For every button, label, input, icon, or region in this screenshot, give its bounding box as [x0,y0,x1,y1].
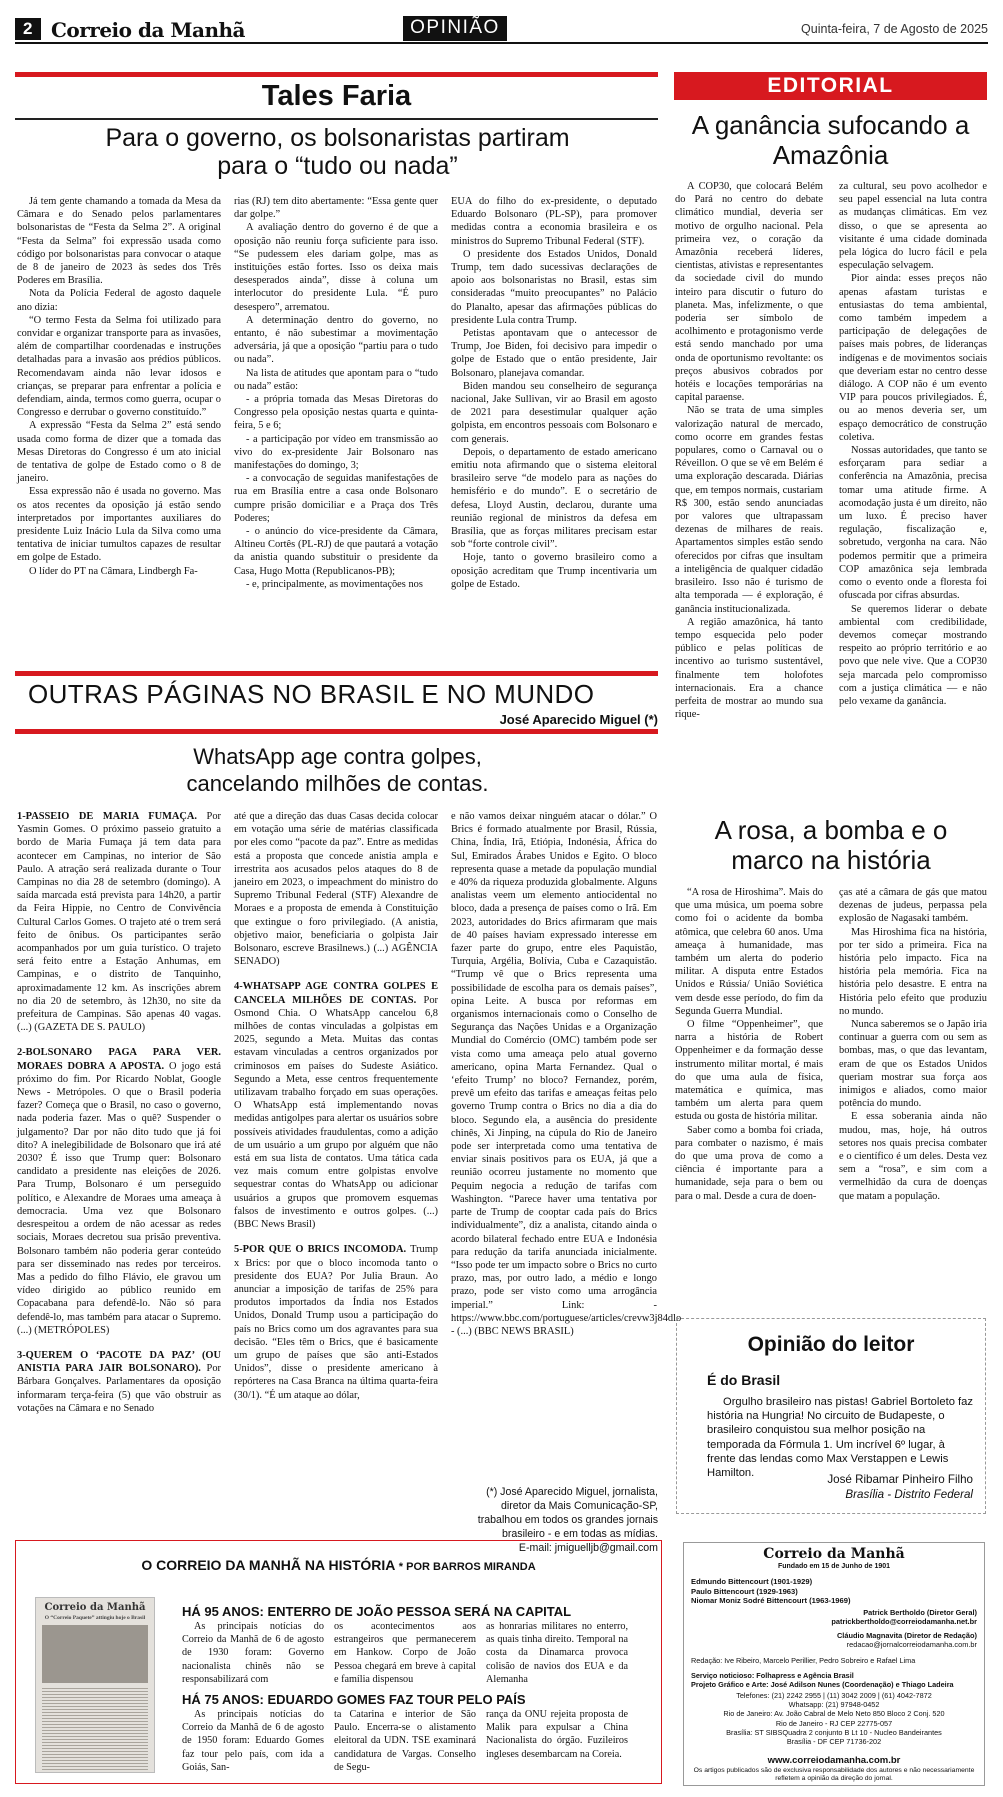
paragraph: O líder do PT na Câmara, Lindbergh Fa- [29,565,198,577]
news-item-text: Por Bárbara Gonçalves. Parlamentares da oposição informaram terça-feira (5) que vão obstruir as votações na Câmara e no Senado [17,1363,221,1414]
rosa-col-2 [839,886,987,1203]
expediente-redacao: Redação: Ive Ribeiro, Marcelo Perillier, Pedro Sobreiro e Rafael Lima [691,1656,916,1665]
leitor-place: Brasília - Distrito Federal [845,1488,973,1501]
historia-h2-col-3 [486,1708,628,1761]
leitor-title: Opinião do leitor [747,1333,915,1356]
paragraph: Mas Hiroshima fica na história, por ter sido a primeira. Fica na história pelo impacto. Fica na história pela memória. Fica na história pelo desastre. E entra na História pelo efeito que produziu no mundo. [839,926,987,1017]
editorial-col-1 [675,180,823,721]
founder-line: Edmundo Bittencourt (1901-1929) [691,1577,813,1586]
editorial-col-2 [839,180,987,708]
news-item-text: até que a direção das duas Casas decida colocar em votação uma série de matérias classificada por eles como “pacote da paz”. Entre as medidas está a proposta que concede anistia ampla e irrestrita aos acusados pelos ataques do 8 de janeiro em 2023, o impeachment do ministro do Supremo Tribunal Federal (STF) Alexandre de Moraes e a proposta de emenda à Constituição que extingue o foro privilegiado. (A anistia, objetivo maior, beneficiaria o golpista Jair Bolsonaro, escreve Brasilnews.) (...) AGÊNCIA SENADO) [234,811,438,968]
expediente-services [691,1671,954,1689]
outras-bottom-rule [15,729,658,734]
address-line: Brasília - DF CEP 71736-202 [786,1737,882,1747]
editorial-headline: A ganância sufocando a Amazônia [691,110,970,170]
historia-h2-col-2 [334,1708,476,1774]
paragraph: E essa soberania ainda não mudou, mas, hoje, há outros setores nos quais precisa combater e o científico é um deles. Desta vez sem a “rosa”, e sim com a vermelhidão da cura de doenças que matam a população. [839,1111,987,1202]
paragraph: A avaliação dentro do governo é de que a oposição não reuniu força suficiente para isso. “Se pudessem eles dariam golpe, mas as instituições estão fortes. Isso os deixa mais desesperados ainda”, disse à coluna um interlocutor do presidente Lula. “É puro desespero”, arrematou. [234,222,438,313]
news-item-text: Por Yasmin Gomes. O próximo passeio gratuito a bordo de Maria Fumaça já tem data para acontecer em Campinas, no interior de São Paulo. A atração será realizada durante o Tour Campinas no dia 28 de setembro (domingo). A saída marcada está prevista para 14h20, a partir da Feira Hippie, no Centro de Convivência Cultural Carlos Gomes. O trajeto até o trem será feito de ônibus. Os participantes serão acompanhados por um guia turístico. O trajeto será feito entre a Estação Anhumas, em Campinas, e o distrito de Tanquinho, aproximadamente 12 km. As inscrições abrem no dia 20 de setembro, às 12h30, no site da prefeitura de Campinas. São apenas 40 vagas. (...) (GAZETA DE S. PAULO) [17,811,221,1034]
paragraph: - a convocação de seguidas manifestações de rua em Brasília entre a casa onde Bolsonaro cumpre prisão domiciliar e a Praça dos Três Poderes; [234,473,438,524]
paragraph: Se queremos liderar o debate ambiental com credibilidade, devemos começar mostrando respeito ao próprio território e ao povo que nele vive. Que a COP30 seja marcada pelo compromisso com a justiça climática — e não pelo vexame da ganância. [839,603,987,707]
tales-author: Tales Faria [261,80,412,112]
expediente-editor: Cláudio Magnavita (Diretor de Redação) [836,1630,977,1640]
founder-line: Niomar Moniz Sodré Bittencourt (1963-1969) [691,1596,851,1605]
paragraph: A expressão “Festa da Selma 2” está sendo usada como forma de dizer que a tomada das Mesas Diretoras do Congresso é um ato inicial de tentativa de golpe de Estado como o 8 de janeiro. [17,420,221,485]
tales-col-1 [17,195,221,578]
news-item [17,1349,221,1415]
paragraph: Na lista de atitudes que apontam para o “tudo ou nada” estão: [234,367,438,392]
paragraph: as honrarias militares no enterro, as quais tinha direito. Temporal na costa da Dinamarca provoca colisão de navios dos EUA e da Alemanha [486,1621,628,1685]
tales-headline: Para o governo, os bolsonaristas partiram para o “tudo ou nada” [105,124,570,180]
address-line: Brasília: ST SIBSQuadra 2 conjunto B Lt 10 - Nucleo Bandeirantes [726,1727,942,1737]
paragraph: Biden mandou seu conselheiro de segurança nacional, Jake Sullivan, vir ao Brasil em agosto de 2021 para desestimular qualquer ação golpista, em encontros pessoais com Bolsonaro e com generais. [451,380,657,445]
paragraph: - e, principalmente, as movimentações nos [246,578,423,590]
rosa-headline: A rosa, a bomba e o marco na história [714,815,948,875]
tales-col-3 [451,195,657,591]
tales-top-rule [15,72,658,77]
historia-h1-col-1 [182,1620,324,1686]
news-item-text: O jogo está próximo do fim. Por Ricardo Noblat, Google News - Metrópoles. O que o Brasil poderia fazer? Começa que o Brasil, no caso o governo, nada poderia fazer. Mas o quê? Suspender o julgamento? Dar por não dito tudo que já foi dito? A inelegibilidade de Bolsonaro que irá até 2030? É isso que Trump quer: Bolsonaro candidato a presidente nas eleições de 2026. Para Trump, Bolsonaro é um perseguido político, e Alexandre de Moraes uma ameaça à democracia. Uma vez que Bolsonaro desrespeitou a ordem de não acessar as redes sociais, Moraes decretou sua prisão preventiva. Bolsonaro também não poderia gerar conteúdo para ser disseminado nas redes por terceiros. Mas a pedido do filho Flávio, ele gravou um vídeo dirigido ao público reunido em Copacabana para defendê-lo. Não só para defendê-lo, mas também para atacar o Supremo. (...) (METRÓPOLES) [17,1060,221,1336]
paragraph: A determinação dentro do governo, no entanto, é não subestimar a movimentação adversária, já que a oposição “partiu para o tudo ou nada”. [234,314,438,366]
historia-h2-col-1 [182,1708,324,1774]
leitor-signature: José Ribamar Pinheiro Filho [827,1473,973,1486]
service-line: Serviço noticioso: Folhapress e Agência Brasil [691,1671,854,1680]
outras-top-rule [15,671,658,676]
header-rule [15,42,988,44]
paragraph: As principais notícias do Correio da Manhã de 6 de agosto de 1950 foram: Eduardo Gomes faz tour pelo país, com ida a Goiás, San- [182,1709,324,1773]
expediente-director-email: patrickbertholdo@correiodamanha.net.br [831,1617,977,1627]
paragraph: As principais notícias do Correio da Manhã de 6 de agosto de 1930 foram: Governo nacionalista chinês não se responsabilizará com [182,1621,324,1685]
outras-title: OUTRAS PÁGINAS NO BRASIL E NO MUNDO [28,679,595,709]
paragraph: Nota da Polícia Federal de agosto daquele ano dizia: [17,288,221,313]
expediente-phones: Telefones: (21) 2242 2955 | (11) 3042 2009 | (61) 4042-7872 [736,1691,932,1700]
news-item [234,1243,438,1401]
address-line: Rio de Janeiro: Av. João Cabral de Melo Neto 850 Bloco 2 Conj. 520 [723,1709,945,1719]
page-date: Quinta-feira, 7 de Agosto de 2025 [801,22,988,36]
note-line: brasileiro - e em todas as mídias. [501,1528,658,1540]
note-line: diretor da Mais Comunicação-SP, [500,1500,658,1512]
news-item-lead: 5-POR QUE O BRICS INCOMODA. [234,1244,407,1256]
outras-col-3 [451,810,682,1338]
historia-h1: HÁ 95 ANOS: ENTERRO DE JOÃO PESSOA SERÁ NA CAPITAL [182,1604,572,1619]
expediente-whatsapp: Whatsapp: (21) 97948-0452 [788,1700,880,1710]
paragraph: e não vamos deixar ninguém atacar o dólar.” O Brics é formado atualmente por Brasil, Rússia, China, Índia, Irã, Etiópia, Indonésia, África do Sul, Emirados Árabes Unidos e Egito. O bloco representa quase a metade da população mundial e 40% da riqueza produzida globalmente. Alguns analistas veem um elemento antiocidental no bloco, dada a presença de países como o Irã. Em 2023, autoridades do Brics afirmaram que mais de 40 países haviam expressado interesse em fazer parte do grupo, entre eles Paquistão, Turquia, Argélia, Bolívia, Cuba e Cazaquistão. “Trump vê que o Brics representa uma possibilidade de escolha para os demais países”, opina Leite. A busca por reformas em organismos internacionais como o Conselho de Segurança das Nações Unidas e a Organização Mundial do Comércio (OMC) também pode ser vista como uma ameaça pelo atual governo americano, opina Marta Fernandez. Qual o ‘efeito Trump’ no bloco? Fernandez, porém, prevê um efeito das tarifas e ameaças feitas pelo governo Trump contra o Brics no dia a dia do bloco. Segundo ela, a ausência do presidente chinês, Xi Jinping, na cúpula do Rio de Janeiro pode ser interpretada como uma tentativa de enviar sinais positivos para os EUA, já que a reunião ocorreu justamente no momento que Pequim negocia a redução de tarifas com Washington. “Parece haver uma tentativa por parte de Trump de cooptar cada país do Brics individualmente”, diz a analista, citando ainda o acordo bilateral fechado entre EUA e Indonésia para redução da tarifa anunciada inicialmente. “Isso pode ter um impacto sobre o Brics no curto prazo, mas, por outro lado, a médio e longo prazo, pode ser visto como uma arrogância imperial.” Link: - https://www.bbc.com/portuguese/articles/crevw3j84dlo - (...) (BBC NEWS BRASIL) [451,811,682,1337]
paragraph: Nossas autoridades, que tanto se esforçaram para sediar a conferência na Amazônia, precisa tomar uma atitude firme. A acomodação justa é um direito, não um luxo. É preciso haver regulação, fiscalização e, sobretudo, vergonha na cara. Não podemos permitir que a primeira COP amazônica seja lembrada como o evento onde a floresta foi ofuscada por cifras absurdas. [839,445,987,602]
outras-col-1 [17,810,221,1415]
paragraph: Essa expressão não é usada no governo. Mas os atos recentes da oposição já estão sendo interpretados por importantes auxiliares do presidente Luiz Inácio Lula da Silva como uma tentativa de iniciar tumultos capazes de resultar em golpe de Estado. [17,486,221,564]
page-number: 2 [23,19,33,38]
historia-h2: HÁ 75 ANOS: EDUARDO GOMES FAZ TOUR PELO PAÍS [182,1692,526,1707]
outras-col-2 [234,810,438,1402]
paragraph: A região amazônica, há tanto tempo esquecida pelo poder público e pelas políticas de incentivo ao turismo sustentável, finalmente tem holofotes internacionais. Era a chance perfeita de mostrar ao mundo sua rique- [675,616,823,721]
leitor-text: Orgulho brasileiro nas pistas! Gabriel Bortoleto faz história na Hungria! No circuito de Budapeste, o brasileiro conquistou sua melhor posição na temporada da Fórmula 1. Um incrível 6º lugar, à frente das lendas como Max Verstappen e Lewis Hamilton. [707,1396,973,1480]
tales-col-2 [234,195,438,591]
clipping-text-lines [42,1686,148,1772]
page-header [15,16,988,44]
paragraph: O presidente dos Estados Unidos, Donald Trump, tem dado sucessivas declarações de apoio aos bolsonaristas no Brasil, estas sim consideradas “muito preocupantes” no Palácio do Planalto, apesar das afirmações públicas do presidente Lula contra Trump. [451,248,657,326]
clipping-photo [42,1625,148,1683]
historia-byline: * POR BARROS MIRANDA [398,1561,536,1573]
expediente-founded: Fundado em 15 de Junho de 1901 [777,1563,891,1570]
expediente-address [683,1709,985,1746]
address-line: Rio de Janeiro - RJ CEP 22775-057 [775,1718,893,1728]
paragraph: O filme “Oppenheimer”, que narra a história de Robert Oppenheimer e da formação desse instrumento militar mortal, é mais do que uma aula de física, matemática e química, mas também um alerta para quem estuda ou gosta de história militar. [675,1019,823,1123]
paragraph: Petistas apontavam que o antecessor de Trump, Joe Biden, foi decisivo para impedir o golpe de Estado que o então presidente, Jair Bolsonaro, planejava comandar. [451,328,657,379]
paragraph: Não se trata de uma simples valorização natural de mercado, como ocorre em grandes festas populares, como o Carnaval ou o Réveillon. O que se vê em Belém é uma exploração descarada. Diárias que, em tempos normais, custariam R$ 300, estão sendo anunciadas por valores que ultrapassam dezenas de milhares de reais. Apartamentos simples estão sendo oferecidos por cifras que insultam a inteligência de qualquer cidadão brasileiro. Isso não é turismo de alta temporada — é exploração, é ganância institucionalizada. [675,405,823,615]
paragraph: Nunca saberemos se o Japão iria continuar a guerra com ou sem as bombas, mas, o que das levantam, eram de que os Estados Unidos queriam mostrar sua força aos inimigos e aliados, como maior potência do mundo. [839,1019,987,1110]
note-line: trabalhou em todos os grandes jornais [477,1514,658,1526]
tales-author-rule [15,118,658,120]
news-item [17,1046,221,1336]
historia-heading [15,1557,662,1573]
expediente-disclaimer: Os artigos publicados são de exclusiva responsabilidade dos autores e não necessariamente refletem a opinião da direção do jornal. [693,1767,975,1782]
historia-h1-col-2 [334,1620,476,1686]
news-item [234,810,438,968]
paragraph: rança da ONU rejeita proposta de Malik para expulsar a China Nacionalista do órgão. Fuzileiros ingleses desembarcam na Coreia. [486,1709,628,1760]
paragraph: os acontecimentos aos estrangeiros que permanecerem em Hankow. Corpo de João Pessoa chegará em breve à capital e família dispensou [334,1621,476,1685]
expediente-staff [691,1608,977,1649]
editorial-label: EDITORIAL [767,74,894,97]
note-line: E-mail: jmiguelljb@gmail.com [518,1542,658,1554]
paragraph: - o anúncio do vice-presidente da Câmara, Altineu Cortês (PL-RJ) de que pautará a votação da anistia quando substituir o presidente da Casa, Hugo Motta (Republicanos-PB); [234,526,438,577]
expediente-director: Patrick Bertholdo (Diretor Geral) [863,1608,977,1617]
news-item-text: Trump x Brics: por que o bloco incomoda tanto o presidente dos EUA? Por Julia Braun. Ao anunciar a imposição de tarifas de 25% para produtos importados da Índia nos Estados Unidos, Donald Trump usou a participação do país no Brics como um dos agravantes para sua decisão. “Eles têm o Brics, que é basicamente um grupo de países que são anti-Estados Unidos”, disse o presidente americano à repórteres na Casa Branca na última quarta-feira (30/1). “É um ataque ao dólar, [234,1244,439,1401]
historia-clipping [35,1597,155,1773]
historia-h1-col-3 [486,1620,628,1686]
news-item-lead: 4-WHATSAPP AGE CONTRA GOLPES E CANCELA MILHÕES DE CONTAS. [234,981,438,1006]
paragraph: Hoje, tanto o governo brasileiro como a oposição acreditam que Trump incentivaria um golpe de Estado. [451,552,657,590]
news-item-text: Por Osmond Chia. O WhatsApp cancelou 6,8 milhões de contas vinculadas a golpistas em 2025, segundo a Meta. Muitas das contas estavam vinculadas a centros organizados por criminosos em países do Sudeste Asiático. Segundo a Meta, esse centros frequentemente utilizavam trabalho forçado em suas operações. O WhatsApp está implementando novas medidas antigolpes para alertar os usuários sobre possíveis atividades fraudulentas, como a adição de um usuário a um grupo por alguém que não está em sua lista de contatos. Uma tática cada vez mais comum entre golpistas envolve sequestrar contas do WhatsApp ou adicionar usuários a grupos que promovem esquemas falsos de investimento e outros golpes. (...) (BBC News Brasil) [234,994,438,1231]
news-item-lead: 2-BOLSONARO PAGA PARA VER. MORAES DOBRA A APOSTA. [17,1047,221,1072]
service-line: Projeto Gráfico e Arte: José Adilson Nunes (Coordenação) e Thiago Ladeira [691,1680,954,1690]
founder-line: Paulo Bittencourt (1929-1963) [691,1586,798,1596]
paragraph: - a própria tomada das Mesas Diretoras do Congresso pela oposição nestas quarta e quinta-feira, 5 e 6; [234,394,438,432]
section-label: OPINIÃO [410,17,500,38]
paragraph: EUA do filho do ex-presidente, o deputado Eduardo Bolsonaro (PL-SP), para promover medidas contra a economia brasileira e os ministros do Supremo Tribunal Federal (STF). [451,196,657,247]
clipping-masthead: Correio da Manhã [44,1602,146,1613]
news-item-lead: 3-QUEREM O ‘PACOTE DA PAZ’ (OU ANISTIA PARA JAIR BOLSONARO). [17,1349,221,1375]
paragraph: ta Catarina e interior de São Paulo. Encerra-se o alistamento eleitoral da UDN. TSE examinará candidatura de Vargas. Conselho de Segu- [334,1709,476,1773]
paragraph: Depois, o departamento de estado americano emitiu nota afirmando que o sistema eleitoral brasileiro serve “de modelo para as nações do hemisfério e do mundo”. E o secretário de defesa, Lloyd Austin, declarou, durante uma reunião regional de ministros da defesa em Brasília, que as forças militares precisam estar sob “forte controle civil”. [451,446,657,551]
paragraph: Já tem gente chamando a tomada da Mesa da Câmara e do Senado pelos parlamentares bolsonaristas de “Festa da Selma 2”. A original “Festa da Selma” foi expressão usada como código por bolsonaristas para convocar o ataque de 8 de janeiro de 2023 às sedes dos Três Poderes em Brasília. [17,196,221,287]
paragraph: A COP30, que colocará Belém do Pará no centro do debate climático mundial, deveria ser motivo de orgulho nacional. Pela primeira vez, o coração da Amazônia receberá líderes, cientistas, ativistas e representantes da sociedade civil do mundo inteiro para discutir o futuro do planeta. Mas, infelizmente, o que poderia ser símbolo de acolhimento e protagonismo verde está sendo manchado por uma onda de oportunismo revoltante: os preços abusivos cobrados por hotéis e locações temporárias na capital paraense. [675,181,823,404]
paragraph: “O termo Festa da Selma foi utilizado para convidar e organizar transporte para as invasões, além de compartilhar coordenadas e instruções detalhadas para a invasão aos prédios públicos. Recomendavam ainda não levar idosos e crianças, se preparar para enfrentar a polícia e defendiam, ainda, termos como guerra, ocupar o Congresso e derrubar o governo constituído.” [17,314,221,419]
paragraph: rias (RJ) tem dito abertamente: “Essa gente quer dar golpe.” [234,196,438,221]
paragraph: ças até a câmara de gás que matou dezenas de judeus, perpassa pela explosão de Nagasaki também. [839,887,987,925]
leitor-subtitle: É do Brasil [707,1372,781,1388]
expediente-title: Correio da Manhã [763,1546,905,1562]
clipping-headline: O “Correio Paquete” attingiu hoje o Brasil [44,1615,146,1621]
expediente-contacts [683,1691,985,1746]
news-item [17,810,221,1034]
outras-author: José Aparecido Miguel (*) [499,712,658,727]
paragraph: za cultural, seu povo acolhedor e seu papel essencial na luta contra as mudanças climáticas. Em vez disso, o que se apresenta ao visitante é uma cidade dominada pela lógica do lucro fácil e pela especulação selvagem. [839,181,987,272]
expediente-site[interactable]: www.correiodamanha.com.br [767,1755,901,1766]
note-line: (*) José Aparecido Miguel, jornalista, [486,1486,658,1498]
paragraph: Pior ainda: esses preços não apenas afastam turistas e entusiastas do tema ambiental, como também impedem a participação de delegações de países mais pobres, de lideranças indígenas e de movimentos sociais que deveriam estar no centro desse diálogo. A COP não é um evento VIP para poucos privilegiados. É, ou ao menos deveria ser, um espaço democrático de construção coletiva. [839,273,987,443]
rosa-col-1 [675,886,823,1203]
outras-headline: WhatsApp age contra golpes, cancelando milhões de contas. [186,744,489,796]
historia-title: O CORREIO DA MANHÃ NA HISTÓRIA [141,1557,395,1573]
paragraph: - a participação por vídeo em transmissão ao vivo do ex-presidente Jair Bolsonaro nas manifestações do domingo, 3; [234,433,438,472]
news-item [234,980,438,1231]
paper-name: Correio da Manhã [51,18,246,42]
news-item-lead: 1-PASSEIO DE MARIA FUMAÇA. [17,811,197,822]
expediente-founders [691,1577,851,1606]
paragraph: “A rosa de Hiroshima”. Mais do que uma música, um poema sobre como foi o acidente da bomba atômica, que celebra 60 anos. Uma ameaça à humanidade, mas também um alerta do poderio militar. A disputa entre Estados Unidos e Rússia/ União Soviética vem desde esse período, do fim da Segunda Guerra Mundial. [675,887,823,1017]
expediente-editor-email: redacao@jornalcorreiodamanha.com.br [846,1639,977,1649]
paragraph: Saber como a bomba foi criada, para combater o nazismo, é mais do que uma prova de como a ciência é importante para a humanidade, seja para o bem ou para o mal. Desde a cura de doen- [675,1124,823,1202]
